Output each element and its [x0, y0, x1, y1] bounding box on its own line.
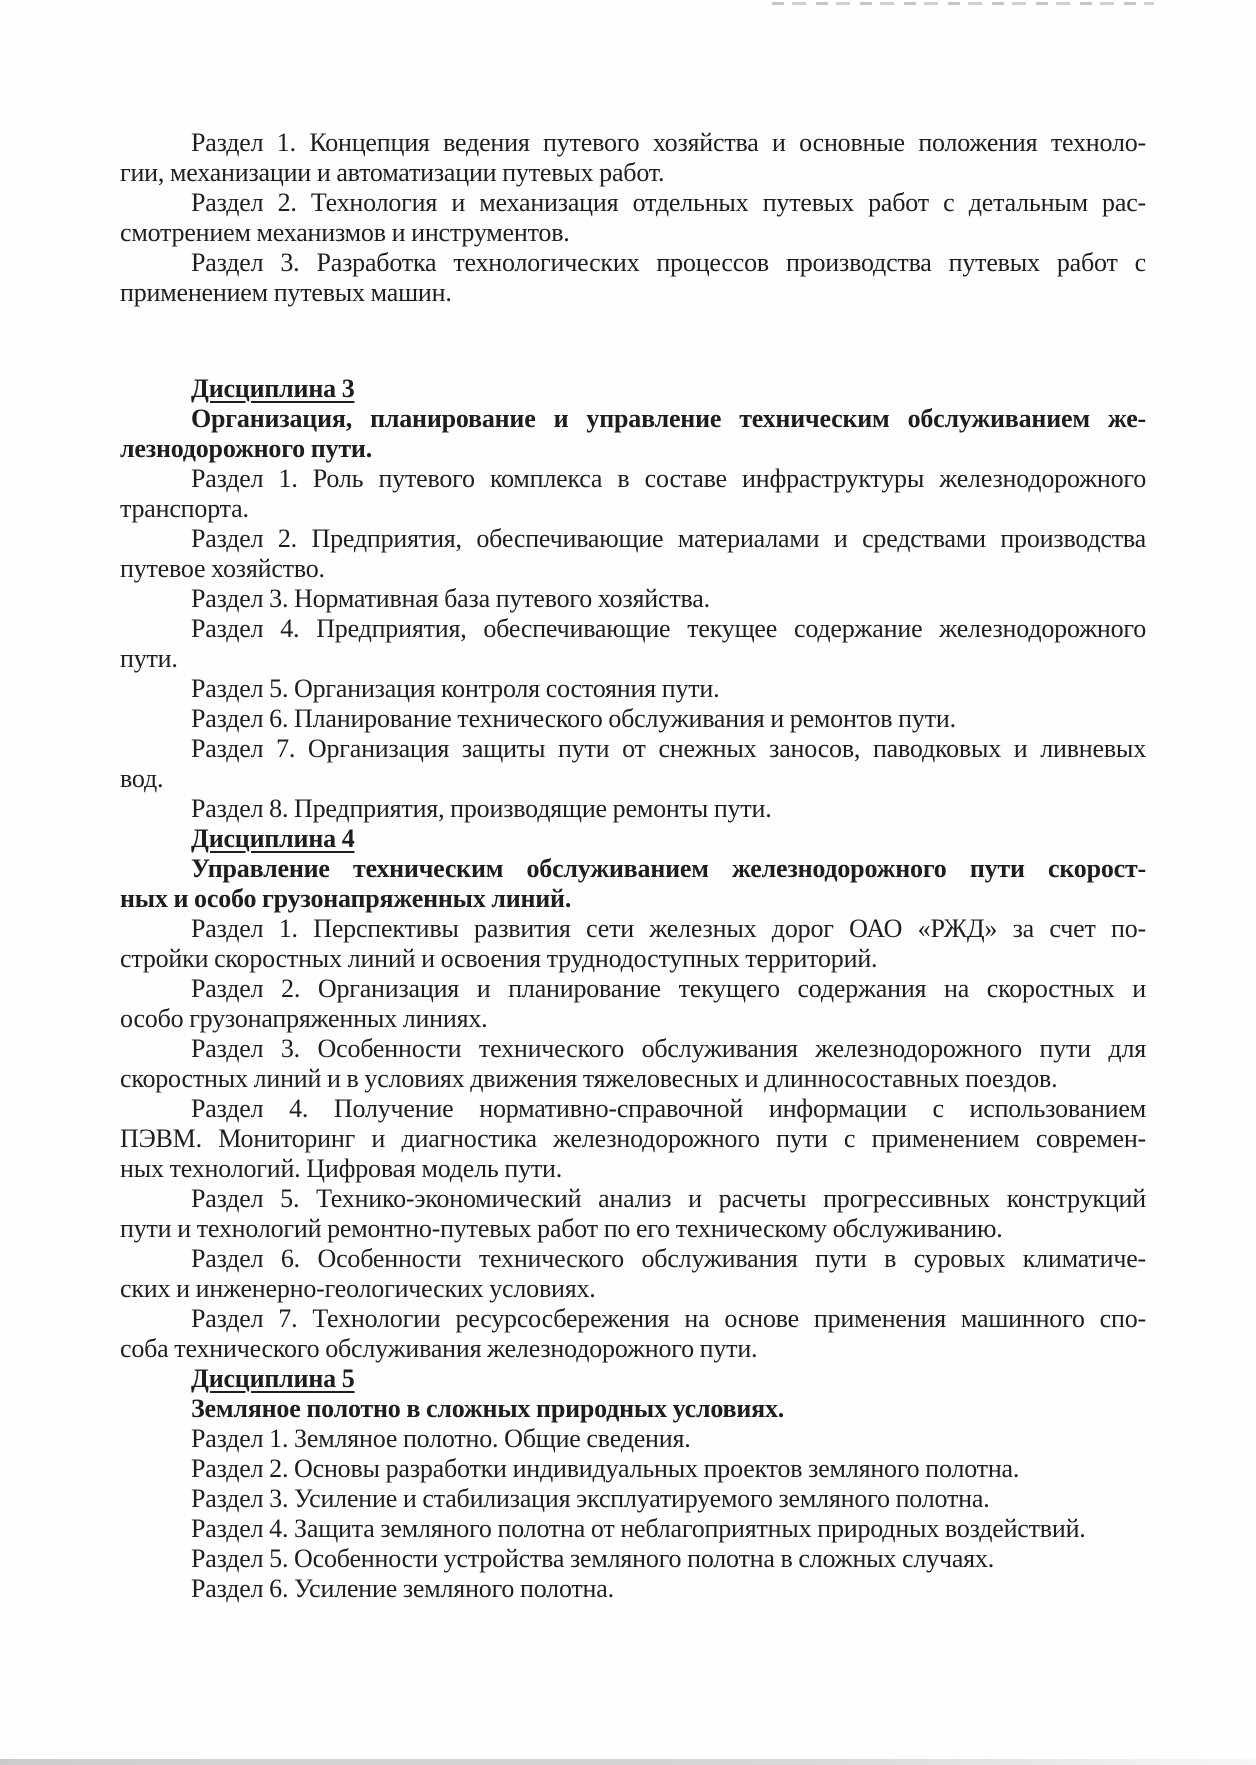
text-line: Раздел 4. Защита земляного полотна от неблагоприятных природных воздействий.	[191, 1514, 1086, 1543]
text-line: вод.	[120, 764, 164, 793]
paragraph	[120, 914, 1146, 974]
paragraph	[120, 734, 1146, 794]
document-text-block	[120, 0, 1146, 1604]
text-line: соба технического обслуживания железнодорожного пути.	[120, 1334, 758, 1363]
text-line: ских и инженерно-геологических условиях.	[120, 1274, 596, 1303]
text-line: ПЭВМ. Мониторинг и диагностика железнодорожного пути с применением современ-	[120, 1124, 1146, 1153]
text-line: Раздел 7. Технологии ресурсосбережения на основе применения машинного спо-	[191, 1304, 1146, 1333]
text-line: Раздел 6. Особенности технического обслуживания пути в суровых климатиче-	[191, 1244, 1146, 1273]
paragraph	[120, 674, 1146, 704]
discipline-title	[120, 854, 1146, 914]
text-line: Раздел 2. Организация и планирование текущего содержания на скоростных и	[191, 974, 1146, 1003]
paragraph	[120, 128, 1146, 188]
text-line: Раздел 8. Предприятия, производящие ремонты пути.	[191, 794, 772, 823]
paragraph	[120, 1574, 1146, 1604]
text-line: Раздел 6. Планирование технического обслуживания и ремонтов пути.	[191, 704, 956, 733]
text-line: Раздел 1. Концепция ведения путевого хозяйства и основные положения техноло-	[191, 128, 1146, 157]
paragraph	[120, 1034, 1146, 1094]
text-line: Раздел 1. Перспективы развития сети железных дорог ОАО «РЖД» за счет по-	[191, 914, 1146, 943]
text-line: Дисциплина 5	[191, 1364, 355, 1393]
text-line: Дисциплина 4	[191, 824, 355, 853]
text-line: Дисциплина 3	[191, 374, 355, 403]
paragraph-spacer	[120, 308, 1146, 374]
text-line: Раздел 5. Организация контроля состояния пути.	[191, 674, 720, 703]
paragraph	[120, 614, 1146, 674]
text-line: Раздел 1. Земляное полотно. Общие сведения.	[191, 1424, 691, 1453]
text-line: Раздел 2. Технология и механизация отдельных путевых работ с детальным рас-	[191, 188, 1146, 217]
discipline-heading	[120, 1364, 1146, 1394]
discipline-heading	[120, 374, 1146, 404]
paragraph	[120, 464, 1146, 524]
text-line: транспорта.	[120, 494, 249, 523]
paragraph	[120, 1424, 1146, 1454]
discipline-heading	[120, 824, 1146, 854]
text-line: смотрением механизмов и инструментов.	[120, 218, 570, 247]
paragraph	[120, 1484, 1146, 1514]
text-line: Раздел 3. Особенности технического обслуживания железнодорожного пути для	[191, 1034, 1146, 1063]
text-line: ных и особо грузонапряженных линий.	[120, 884, 572, 913]
text-line: ных технологий. Цифровая модель пути.	[120, 1154, 563, 1183]
text-line: гии, механизации и автоматизации путевых работ.	[120, 158, 665, 187]
paragraph	[120, 1244, 1146, 1304]
text-line: Раздел 3. Усиление и стабилизация эксплуатируемого земляного полотна.	[191, 1484, 990, 1513]
paragraph	[120, 1544, 1146, 1574]
paragraph	[120, 704, 1146, 734]
paragraph	[120, 1304, 1146, 1364]
text-line: стройки скоростных линий и освоения труднодоступных территорий.	[120, 944, 878, 973]
text-line: Раздел 6. Усиление земляного полотна.	[191, 1574, 614, 1603]
text-line: Раздел 7. Организация защиты пути от снежных заносов, паводковых и ливневых	[191, 734, 1146, 763]
paragraph	[120, 974, 1146, 1034]
text-line: Раздел 1. Роль путевого комплекса в составе инфраструктуры железнодорожного	[191, 464, 1146, 493]
scan-artifact-bottom-edge	[0, 1759, 1256, 1765]
text-line: особо грузонапряженных линиях.	[120, 1004, 488, 1033]
text-line: Раздел 5. Особенности устройства земляного полотна в сложных случаях.	[191, 1544, 995, 1573]
text-line: путевое хозяйство.	[120, 554, 325, 583]
text-line: применением путевых машин.	[120, 278, 452, 307]
text-line: Организация, планирование и управление техническим обслуживанием же-	[191, 404, 1146, 433]
paragraph	[120, 248, 1146, 308]
paragraph	[120, 584, 1146, 614]
text-line: Раздел 5. Технико-экономический анализ и расчеты прогрессивных конструкций	[191, 1184, 1146, 1213]
paragraph	[120, 794, 1146, 824]
paragraph	[120, 1514, 1146, 1544]
paragraph	[120, 1094, 1146, 1184]
text-line: Земляное полотно в сложных природных условиях.	[191, 1394, 785, 1423]
paragraph	[120, 1454, 1146, 1484]
paragraph	[120, 188, 1146, 248]
paragraph	[120, 524, 1146, 584]
text-line: Раздел 4. Предприятия, обеспечивающие текущее содержание железнодорожного	[191, 614, 1146, 643]
text-line: Управление техническим обслуживанием железнодорожного пути скорост-	[191, 854, 1146, 883]
discipline-title	[120, 1394, 1146, 1424]
text-line: Раздел 2. Основы разработки индивидуальных проектов земляного полотна.	[191, 1454, 1020, 1483]
text-line: Раздел 4. Получение нормативно-справочной информации с использованием	[191, 1094, 1146, 1123]
text-line: пути и технологий ремонтно-путевых работ по его техническому обслуживанию.	[120, 1214, 1003, 1243]
discipline-title	[120, 404, 1146, 464]
text-line: Раздел 3. Нормативная база путевого хозяйства.	[191, 584, 710, 613]
text-line: лезнодорожного пути.	[120, 434, 372, 463]
text-line: пути.	[120, 644, 178, 673]
text-line: Раздел 2. Предприятия, обеспечивающие материалами и средствами производства	[191, 524, 1146, 553]
text-line: Раздел 3. Разработка технологических процессов производства путевых работ с	[191, 248, 1146, 277]
text-line: скоростных линий и в условиях движения тяжеловесных и длинносоставных поездов.	[120, 1064, 1058, 1093]
paragraph	[120, 1184, 1146, 1244]
